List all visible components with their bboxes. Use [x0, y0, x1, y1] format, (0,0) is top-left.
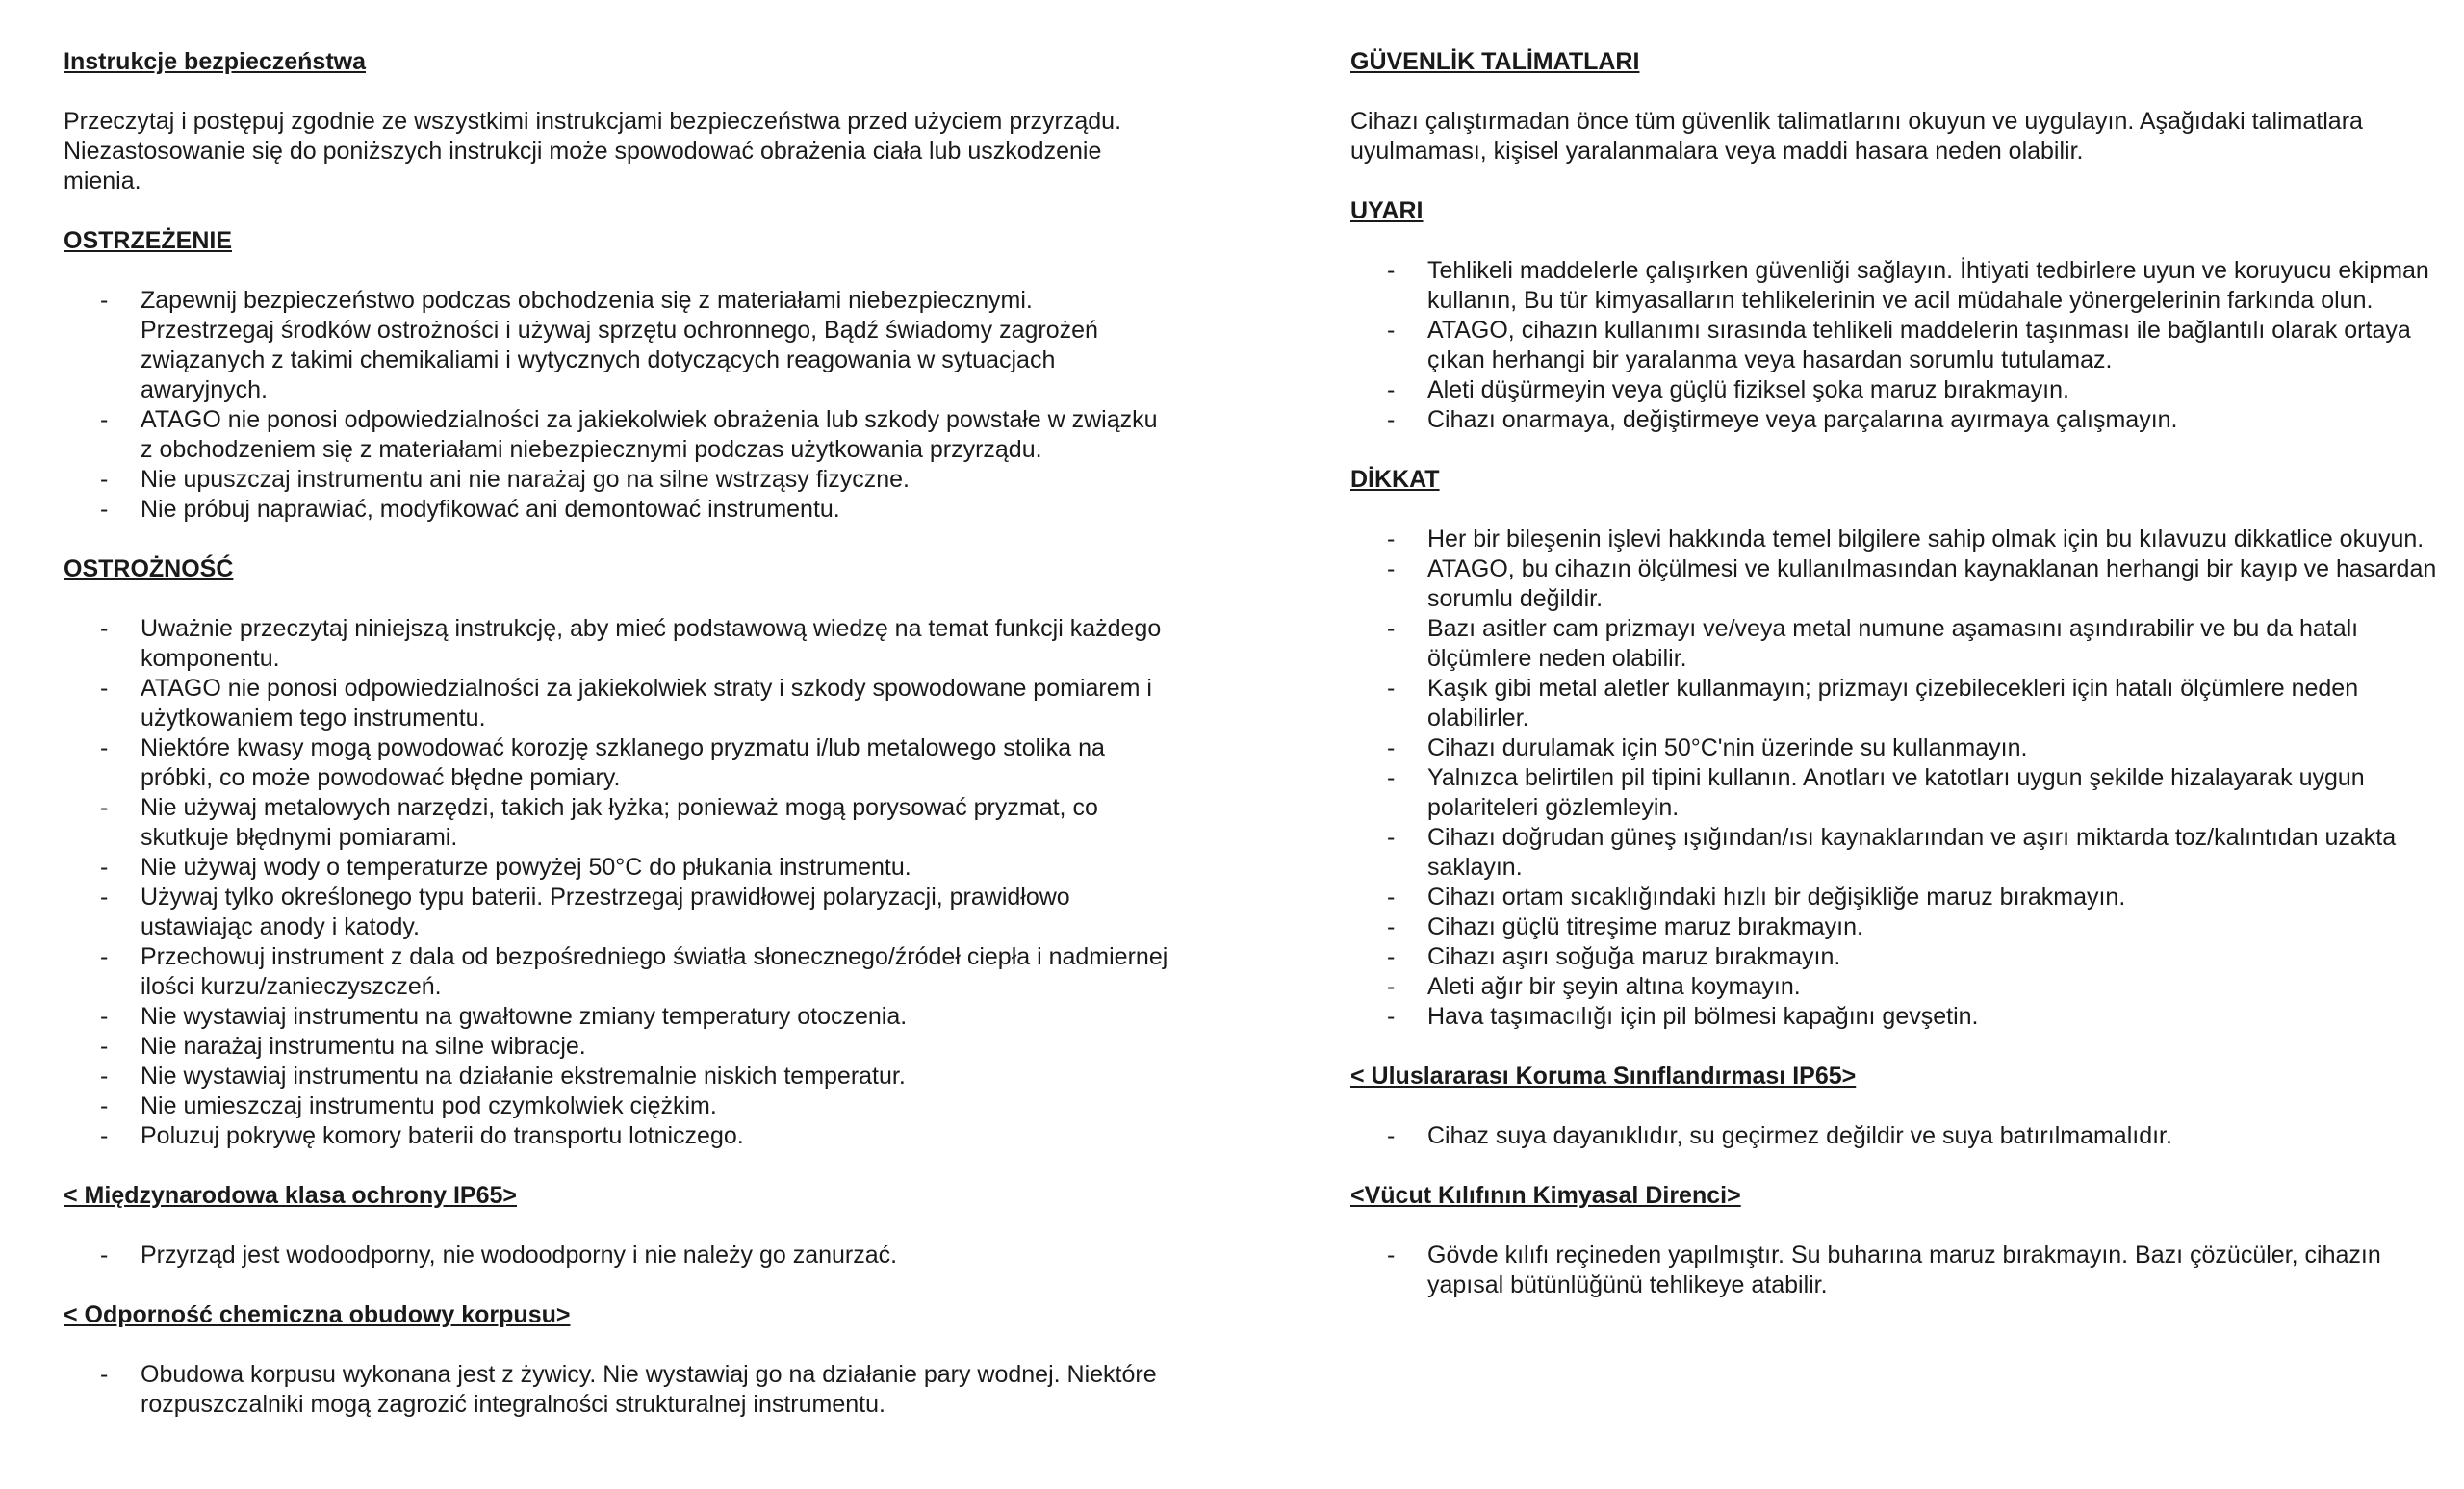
list-item: - Nie upuszczaj instrumentu ani nie narażaj go na silne wstrząsy fizyczne.	[64, 465, 1170, 495]
chemical-resistance-list	[64, 1360, 1170, 1420]
chemical-resistance-heading: <Vücut Kılıfının Kimyasal Direnci>	[1350, 1182, 1741, 1209]
warning-list	[64, 286, 1170, 525]
list-item: - Nie używaj metalowych narzędzi, takich jak łyżka; ponieważ mogą porysować pryzmat, co skutkuje błędnymi pomiarami.	[64, 793, 1170, 853]
list-item: - Aleti ağır bir şeyin altına koymayın.	[1350, 972, 2448, 1002]
list-item: - Bazı asitler cam prizmayı ve/veya metal numune aşamasını aşındırabilir ve bu da hatalı ölçümlere neden olabilir.	[1350, 614, 2448, 674]
caution-list	[1350, 525, 2448, 1032]
ip65-list	[1350, 1121, 2448, 1151]
intro-paragraph: Cihazı çalıştırmadan önce tüm güvenlik talimatlarını okuyun ve uygulayın. Aşağıdaki talimatlara uyulmaması, kişisel yaralanmalara veya maddi hasara neden olabilir.	[1350, 108, 2363, 165]
ip65-heading: < Międzynarodowa klasa ochrony IP65>	[64, 1182, 518, 1209]
list-item: - Cihazı onarmaya, değiştirmeye veya parçalarına ayırmaya çalışmayın.	[1350, 405, 2448, 435]
list-item: - Kaşık gibi metal aletler kullanmayın; prizmayı çizebilecekleri için hatalı ölçümlere neden olabilirler.	[1350, 674, 2448, 733]
list-item: - Niektóre kwasy mogą powodować korozję szklanego pryzmatu i/lub metalowego stolika na próbki, co może powodować błędne pomiary.	[64, 733, 1170, 793]
list-item: - ATAGO, bu cihazın ölçülmesi ve kullanılmasından kaynaklanan herhangi bir kayıp ve hasardan sorumlu değildir.	[1350, 554, 2448, 614]
turkish-column	[1350, 47, 2448, 1330]
list-item: - Hava taşımacılığı için pil bölmesi kapağını gevşetin.	[1350, 1002, 2448, 1032]
page-title: GÜVENLİK TALİMATLARI	[1350, 48, 1640, 75]
list-item: - Tehlikeli maddelerle çalışırken güvenliği sağlayın. İhtiyati tedbirlere uyun ve koruyucu ekipman kullanın, Bu tür kimyasalların tehlikelerinin ve acil müdahale yönergelerinin farkında olun.	[1350, 256, 2448, 316]
list-item: - Nie wystawiaj instrumentu na działanie ekstremalnie niskich temperatur.	[64, 1062, 1170, 1091]
chemical-resistance-list	[1350, 1241, 2448, 1300]
list-item: - Yalnızca belirtilen pil tipini kullanın. Anotları ve katotları uygun şekilde hizalayarak uygun polariteleri gözlemleyin.	[1350, 763, 2448, 823]
list-item: - Nie narażaj instrumentu na silne wibracje.	[64, 1032, 1170, 1062]
intro-paragraph: Przeczytaj i postępuj zgodnie ze wszystkimi instrukcjami bezpieczeństwa przed użyciem przyrządu. Niezastosowanie się do poniższych instrukcji może spowodować obrażenia ciała lub uszkodzenie mienia.	[64, 108, 1122, 194]
list-item: - Cihazı ortam sıcaklığındaki hızlı bir değişikliğe maruz bırakmayın.	[1350, 883, 2448, 912]
ip65-list	[64, 1241, 1170, 1271]
list-item: - Cihazı güçlü titreşime maruz bırakmayın.	[1350, 912, 2448, 942]
list-item: - Uważnie przeczytaj niniejszą instrukcję, aby mieć podstawową wiedzę na temat funkcji każdego komponentu.	[64, 614, 1170, 674]
list-item: - Cihazı doğrudan güneş ışığından/ısı kaynaklarından ve aşırı miktarda toz/kalıntıdan uzakta saklayın.	[1350, 823, 2448, 883]
caution-list	[64, 614, 1170, 1151]
caution-heading: OSTROŻNOŚĆ	[64, 555, 234, 582]
list-item: - Aleti düşürmeyin veya güçlü fiziksel şoka maruz bırakmayın.	[1350, 375, 2448, 405]
warning-heading: UYARI	[1350, 197, 1424, 224]
list-item: - Cihazı durulamak için 50°C'nin üzerinde su kullanmayın.	[1350, 733, 2448, 763]
list-item: - Nie wystawiaj instrumentu na gwałtowne zmiany temperatury otoczenia.	[64, 1002, 1170, 1032]
list-item: - Używaj tylko określonego typu baterii. Przestrzegaj prawidłowej polaryzacji, prawidłowo ustawiając anody i katody.	[64, 883, 1170, 942]
list-item: - Obudowa korpusu wykonana jest z żywicy. Nie wystawiaj go na działanie pary wodnej. Niektóre rozpuszczalniki mogą zagrozić integralności strukturalnej instrumentu.	[64, 1360, 1170, 1420]
warning-heading: OSTRZEŻENIE	[64, 227, 233, 254]
list-item: - Cihazı aşırı soğuğa maruz bırakmayın.	[1350, 942, 2448, 972]
list-item: - Nie umieszczaj instrumentu pod czymkolwiek ciężkim.	[64, 1091, 1170, 1121]
list-item: - Nie używaj wody o temperaturze powyżej 50°C do płukania instrumentu.	[64, 853, 1170, 883]
chemical-resistance-heading: < Odporność chemiczna obudowy korpusu>	[64, 1301, 571, 1328]
list-item: - ATAGO nie ponosi odpowiedzialności za jakiekolwiek obrażenia lub szkody powstałe w związku z obchodzeniem się z materiałami niebezpiecznymi podczas użytkowania przyrządu.	[64, 405, 1170, 465]
list-item: - Poluzuj pokrywę komory baterii do transportu lotniczego.	[64, 1121, 1170, 1151]
ip65-heading: < Uluslararası Koruma Sınıflandırması IP65>	[1350, 1063, 1857, 1090]
polish-column	[64, 47, 1170, 1450]
list-item: - ATAGO, cihazın kullanımı sırasında tehlikeli maddelerin taşınması ile bağlantılı olarak ortaya çıkan herhangi bir yaralanma veya hasardan sorumlu tutulamaz.	[1350, 316, 2448, 375]
caution-heading: DİKKAT	[1350, 466, 1440, 493]
page-title: Instrukcje bezpieczeństwa	[64, 48, 367, 75]
list-item: - Zapewnij bezpieczeństwo podczas obchodzenia się z materiałami niebezpiecznymi. Przestrzegaj środków ostrożności i używaj sprzętu ochronnego, Bądź świadomy zagrożeń związanych z takimi chemikaliami i wytycznych dotyczących reagowania w sytuacjach awaryjnych.	[64, 286, 1170, 405]
warning-list	[1350, 256, 2448, 435]
list-item: - Nie próbuj naprawiać, modyfikować ani demontować instrumentu.	[64, 495, 1170, 525]
list-item: - Cihaz suya dayanıklıdır, su geçirmez değildir ve suya batırılmamalıdır.	[1350, 1121, 2448, 1151]
list-item: - Przechowuj instrument z dala od bezpośredniego światła słonecznego/źródeł ciepła i nadmiernej ilości kurzu/zanieczyszczeń.	[64, 942, 1170, 1002]
list-item: - Przyrząd jest wodoodporny, nie wodoodporny i nie należy go zanurzać.	[64, 1241, 1170, 1271]
list-item: - Gövde kılıfı reçineden yapılmıştır. Su buharına maruz bırakmayın. Bazı çözücüler, cihazın yapısal bütünlüğünü tehlikeye atabilir.	[1350, 1241, 2448, 1300]
list-item: - ATAGO nie ponosi odpowiedzialności za jakiekolwiek straty i szkody spowodowane pomiarem i użytkowaniem tego instrumentu.	[64, 674, 1170, 733]
list-item: - Her bir bileşenin işlevi hakkında temel bilgilere sahip olmak için bu kılavuzu dikkatlice okuyun.	[1350, 525, 2448, 554]
